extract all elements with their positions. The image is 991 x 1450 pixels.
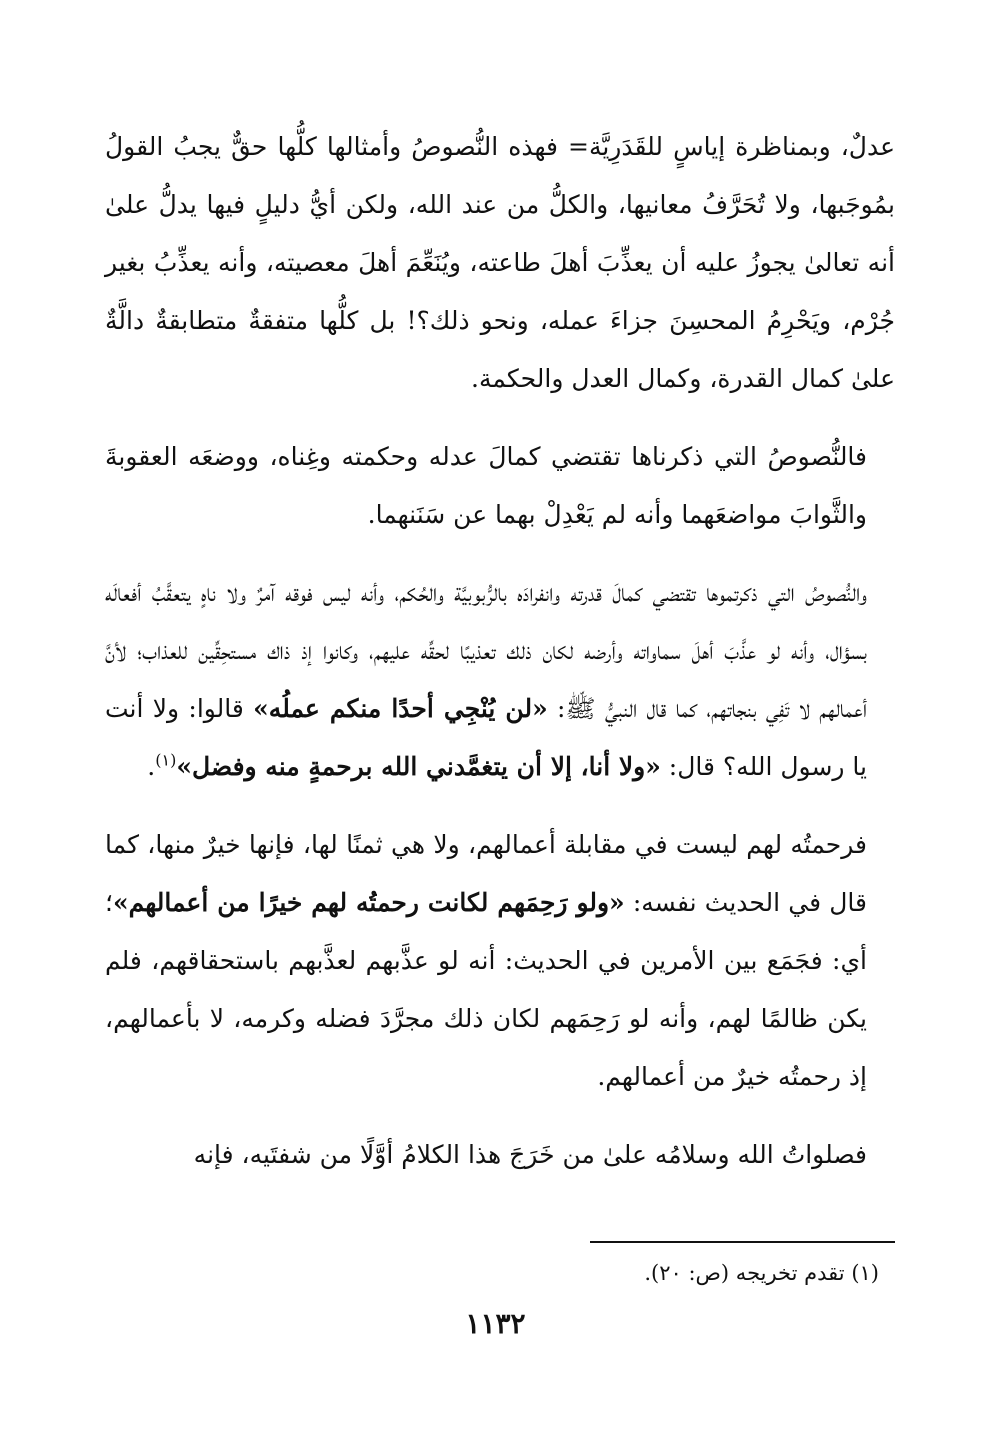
paragraph-1: عدلٌ، وبمناظرة إياسٍ للقَدَرِيَّة= فهذه النُّصوصُ وأمثالها كلُّها حقٌّ يجبُ القولُ بمُوجَبها، ولا تُحَرَّفُ معانيها، والكلُّ من عند الله، ولكن أيُّ دليلٍ فيها يدلُّ علىٰ أنه تعالىٰ يجوزُ عليه أن يعذِّبَ أهلَ طاعته، ويُنَعِّمَ أهلَ معصيته، وأنه يعذِّبُ بغير جُرْم، ويَحْرِمُ المحسِنَ جزاءَ عمله، ونحو ذلك؟! بل كلُّها متفقةٌ متطابقةٌ دالَّةٌ علىٰ كمال القدرة، وكمال العدل والحكمة. xyxy=(105,132,895,393)
paragraph-5: فصلواتُ الله وسلامُه علىٰ من خَرَجَ هذا الكلامُ أوَّلًا من شفتَيه، فإنه xyxy=(193,1140,867,1169)
footnote-marker: (١) xyxy=(851,1261,879,1285)
hadith-quote-3: «ولو رَحِمَهم لكانت رحمتُه لهم خيرًا من أعمالهم» xyxy=(112,888,625,917)
paragraph-3-text-middle: قالوا: ولا أنت يا رسول الله؟ قال: xyxy=(105,694,867,781)
footnote-text: تقدم تخريجه (ص: ٢٠). xyxy=(644,1261,845,1285)
paragraph-3 xyxy=(105,564,895,796)
footnote-reference[interactable]: (١) xyxy=(155,750,177,770)
paragraph-4-text-after: ؛ أي: فجَمَع بين الأمرين في الحديث: أنه لو عذَّبهم لعذَّبهم باستحقاقهم، فلم يكن ظالمًا لهم، وأنه لو رَحِمَهم لكان ذلك مجرَّدَ فضله وكرمه، لا بأعمالهم، إذ رحمتُه خيرٌ من أعمالهم. xyxy=(105,888,867,1091)
footnote-divider xyxy=(590,1241,895,1243)
paragraph-4-text-before: فرحمتُه لهم ليست في مقابلة أعمالهم، ولا هي ثمنًا لها، فإنها خيرٌ منها، كما قال في الحديث نفسه: xyxy=(105,830,867,917)
page-body xyxy=(105,118,895,1204)
paragraph-4 xyxy=(105,816,895,1106)
paragraph-2: فالنُّصوصُ التي ذكرناها تقتضي كمالَ عدله وحكمته وغِناه، ووضعَه العقوبةَ والثَّوابَ مواضعَهما وأنه لم يَعْدِلْ بهما عن سَنَنهما. xyxy=(105,442,867,529)
hadith-quote-2: «ولا أنا، إلا أن يتغمَّدني الله برحمةٍ منه وفضل» xyxy=(176,752,661,781)
paragraph-3-text-after: . xyxy=(147,752,156,781)
hadith-quote-1: «لن يُنْجِي أحدًا منكم عملُه» xyxy=(253,694,548,723)
footnote xyxy=(644,1258,879,1288)
page-number: ١١٣٢ xyxy=(465,1307,526,1340)
paragraph-3-text-before: والنُّصوصُ التي ذكرتموها تقتضي كمالَ قدرته وانفرادَه بالرُّبوبيَّة والحُكم، وأنه ليس فوقه آمرٌ ولا ناهٍ يتعقَّبُ أفعالَه بسؤال، وأنه لو عذَّبَ أهلَ سماواته وأرضه لكان ذلك تعذيبًا لحقِّه عليهم، وكانوا إذ ذاك مستحِقِّين للعذاب؛ لأنَّ أعمالهم لا تَفِي بنجاتهم، كما قال النبيُّ ﷺ: xyxy=(105,578,868,723)
